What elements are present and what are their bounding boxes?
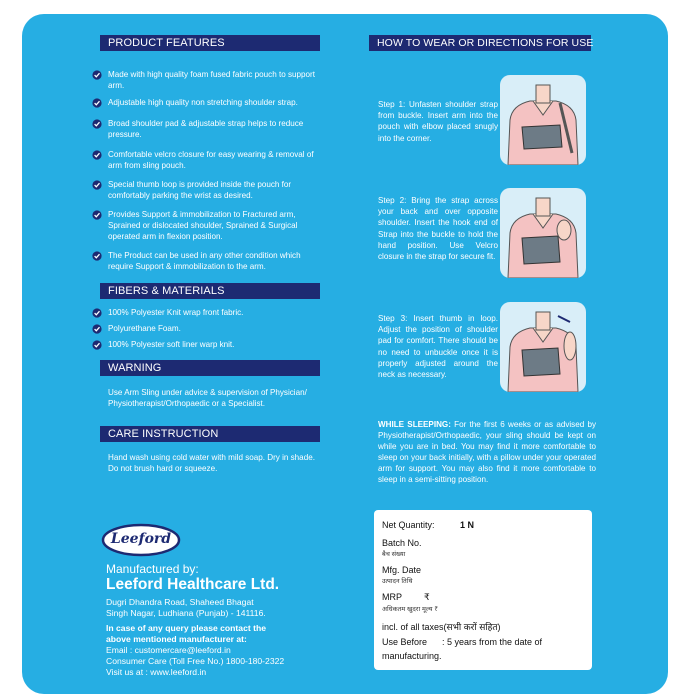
use-before-label: Use Before <box>382 637 428 647</box>
step-3-image <box>500 302 586 392</box>
arm-sling-illustration-icon <box>500 188 586 278</box>
query-line-2: above mentioned manufacturer at: <box>106 634 247 644</box>
manufactured-by-label: Manufactured by: <box>106 562 199 576</box>
fiber-item: Polyurethane Foam. <box>108 324 181 333</box>
net-quantity-label: Net Quantity: <box>382 520 435 530</box>
feature-item: Broad shoulder pad & adjustable strap helps to reduce pressure. <box>108 119 304 139</box>
website-line: Visit us at : www.leeford.in <box>106 667 207 677</box>
address-line-1: Dugri Dhandra Road, Shaheed Bhagat <box>106 597 254 607</box>
care-text: Hand wash using cold water with mild soap. Dry in shade. Do not brush hard or squeeze. <box>108 453 315 473</box>
check-icon <box>92 308 102 318</box>
directions-header: HOW TO WEAR OR DIRECTIONS FOR USE <box>369 35 591 51</box>
feature-item: Special thumb loop is provided inside the pouch for comfortably parking the wrist as desired. <box>108 180 292 200</box>
arm-sling-illustration-icon <box>500 302 586 392</box>
check-icon <box>92 340 102 350</box>
feature-item: Comfortable velcro closure for easy wearing & removal of arm from sling pouch. <box>108 150 314 170</box>
use-before-value: : 5 years from the date of <box>442 637 543 647</box>
fibers-materials-header: FIBERS & MATERIALS <box>100 283 320 299</box>
arm-sling-illustration-icon <box>500 75 586 165</box>
query-line-1: In case of any query please contact the <box>106 623 266 633</box>
step-1-text: Step 1: Unfasten shoulder strap from buckle. Insert arm into the pouch with elbow placed snugly into the corner. <box>378 100 498 143</box>
email-line: Email : customercare@leeford.in <box>106 645 231 655</box>
step-3-text: Step 3: Insert thumb in loop. Adjust the position of shoulder pad for comfort. There should be no need to unbuckle once it is properly adjusted around the neck as necessary. <box>378 314 498 380</box>
check-icon <box>92 70 102 80</box>
use-before-value-2: manufacturing. <box>382 651 442 661</box>
feature-item: Made with high quality foam fused fabric pouch to support arm. <box>108 70 315 90</box>
check-icon <box>92 324 102 334</box>
step-1-image <box>500 75 586 165</box>
step-2-text: Step 2: Bring the strap across your back and over opposite shoulder. Insert the hook end of Strap into the buckle to hold the hand position. Use Velcro closure in the strap for secure fit. <box>378 196 498 262</box>
batch-hindi: बैच संख्या <box>382 551 406 558</box>
check-icon <box>92 251 102 261</box>
while-sleeping-paragraph <box>378 419 596 485</box>
consumer-care-line: Consumer Care (Toll Free No.) 1800-180-2322 <box>106 656 285 666</box>
batch-label: Batch No. <box>382 538 422 548</box>
mrp-hindi: अधिकतम खुदरा मूल्य ₹ <box>382 606 439 613</box>
mfg-date-hindi: उत्पादन तिथि <box>382 578 413 585</box>
feature-item: The Product can be used in any other condition which require Support & immobilization to the arm. <box>108 251 301 271</box>
feature-item: Adjustable high quality non stretching shoulder strap. <box>108 98 298 107</box>
care-instruction-header: CARE INSTRUCTION <box>100 426 320 442</box>
address-line-2: Singh Nagar, Ludhiana (Punjab) - 141116. <box>106 608 266 618</box>
leeford-logo: Leeford <box>100 522 182 558</box>
incl-taxes: incl. of all taxes(सभी करों सहित) <box>382 622 501 632</box>
check-icon <box>92 150 102 160</box>
check-icon <box>92 98 102 108</box>
product-features-header: PRODUCT FEATURES <box>100 35 320 51</box>
fiber-item: 100% Polyester Knit wrap front fabric. <box>108 308 244 317</box>
step-2-image <box>500 188 586 278</box>
mfg-date-label: Mfg. Date <box>382 565 422 575</box>
fiber-item: 100% Polyester soft liner warp knit. <box>108 340 235 349</box>
mrp-label: MRP <box>382 592 402 602</box>
feature-item: Provides Support & immobilization to Fractured arm, Sprained or dislocated shoulder, Sprained & Surgical operated arm in flexion position. <box>108 210 298 241</box>
check-icon <box>92 210 102 220</box>
warning-header: WARNING <box>100 360 320 376</box>
company-name: Leeford Healthcare Ltd. <box>106 576 280 593</box>
net-quantity-value: 1 N <box>460 520 475 530</box>
check-icon <box>92 119 102 129</box>
while-sleeping-text: For the first 6 weeks or as advised by Physiotherapist/Orthopaedic, your sling should be kept on while you are in bed. You may find it more comfortable to sleep on your back initially, with a pillow under your operated arm for support. You may also find it more comfortable to sleep in a semi-sitting position. <box>378 420 596 484</box>
warning-text: Use Arm Sling under advice & supervision of Physician/ Physiotherapist/Orthopaedic or a Specialist. <box>108 388 307 408</box>
while-sleeping-label: WHILE SLEEPING: <box>378 420 451 429</box>
rupee-symbol: ₹ <box>424 592 430 602</box>
check-icon <box>92 180 102 190</box>
